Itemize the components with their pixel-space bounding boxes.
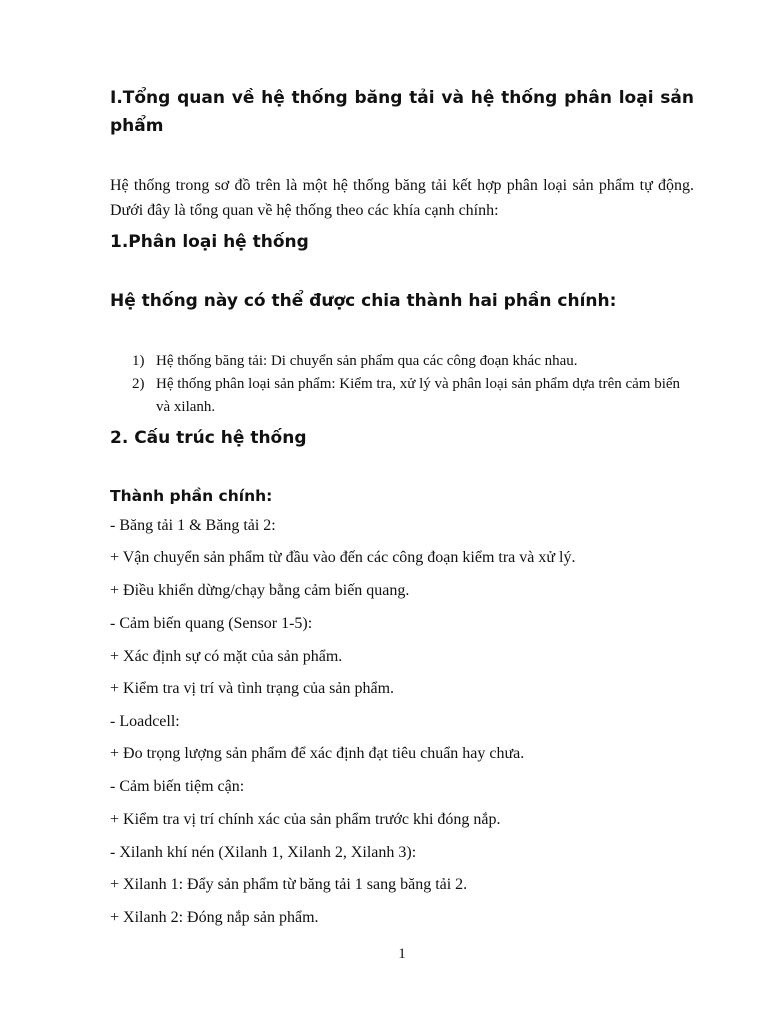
section1-ordered-list (110, 350, 694, 419)
component-line: + Điều khiển dừng/chạy bằng cảm biến quang. (110, 582, 410, 599)
component-line: + Vận chuyển sản phẩm từ đầu vào đến các công đoạn kiểm tra và xử lý. (110, 549, 576, 566)
list-item (110, 373, 694, 419)
component-line: - Xilanh khí nén (Xilanh 1, Xilanh 2, Xilanh 3): (110, 844, 417, 861)
component-line: + Xilanh 1: Đẩy sản phẩm từ băng tải 1 sang băng tải 2. (110, 876, 468, 893)
intro-paragraph: Hệ thống trong sơ đồ trên là một hệ thống băng tải kết hợp phân loại sản phẩm tự động. Dưới đây là tổng quan về hệ thống theo các khía cạnh chính: (110, 177, 694, 219)
component-line: - Cảm biến tiệm cận: (110, 778, 245, 795)
component-line: + Kiểm tra vị trí chính xác của sản phẩm trước khi đóng nắp. (110, 811, 501, 828)
list-item-number: 1) (132, 353, 145, 369)
document-heading: I.Tổng quan về hệ thống băng tải và hệ thống phân loại sản phẩm (110, 88, 694, 136)
section1-title: 1.Phân loại hệ thống (110, 232, 309, 252)
component-line: + Xilanh 2: Đóng nắp sản phẩm. (110, 909, 319, 926)
component-line: - Loadcell: (110, 713, 180, 730)
list-item-text: Hệ thống băng tải: Di chuyển sản phẩm qua các công đoạn khác nhau. (156, 353, 578, 369)
components-title: Thành phần chính: (110, 487, 273, 505)
component-line: + Đo trọng lượng sản phẩm để xác định đạt tiêu chuẩn hay chưa. (110, 745, 525, 762)
page-number: 1 (398, 946, 406, 962)
list-item-text: Hệ thống phân loại sản phẩm: Kiểm tra, xử lý và phân loại sản phẩm dựa trên cảm biến và xilanh. (156, 376, 681, 415)
section2-title: 2. Cấu trúc hệ thống (110, 428, 307, 448)
section1-subtitle: Hệ thống này có thể được chia thành hai phần chính: (110, 291, 617, 311)
component-line: + Kiểm tra vị trí và tình trạng của sản phẩm. (110, 680, 395, 697)
component-line: + Xác định sự có mặt của sản phẩm. (110, 648, 343, 665)
component-line: - Cảm biến quang (Sensor 1-5): (110, 615, 313, 632)
list-item-number: 2) (132, 376, 145, 392)
list-item (110, 350, 694, 373)
component-line: - Băng tải 1 & Băng tải 2: (110, 517, 276, 534)
